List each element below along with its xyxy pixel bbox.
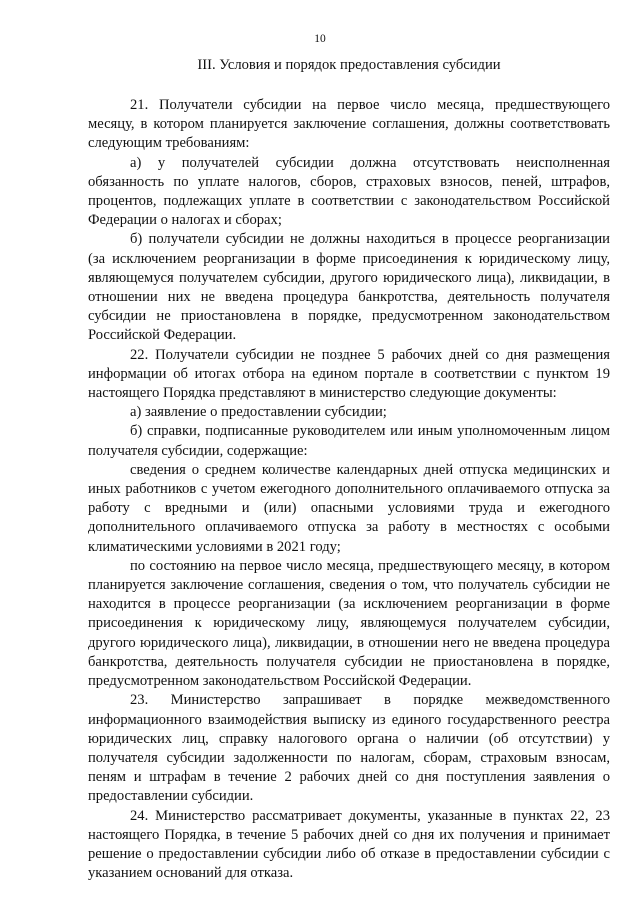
paragraph-22-b-vacation-info: сведения о среднем количестве календарных дней отпуска медицинских и иных работников с учетом ежегодного дополнительного оплачиваемого отпуска за работу с вредными и (или) опасными условиями труда и ежегодного дополнительного оплачиваемого отпуска за работу в местностях с особыми климатическими условиями в 2021 году; (88, 461, 610, 555)
paragraph-22-b: б) справки, подписанные руководителем или иным уполномоченным лицом получателя субсидии, содержащие: (88, 423, 610, 459)
paragraph-21-b: б) получатели субсидии не должны находиться в процессе реорганизации (за исключением реорганизации в форме присоединения к юридическому лицу, являющемуся получателем субсидии, другого юридического лица), ликвидации, в отношении них не введена процедура банкротства, деятельность получателя субсидии не приостановлена в порядке, предусмотренном законодательством Российской Федерации. (88, 231, 610, 344)
paragraph-21: 21. Получатели субсидии на первое число месяца, предшествующего месяцу, в котором планируется заключение соглашения, должны соответствовать следующим требованиям: (88, 97, 610, 152)
paragraph-22: 22. Получатели субсидии не позднее 5 рабочих дней со дня размещения информации об итогах отбора на едином портале в соответствии с пунктом 19 настоящего Порядка представляют в министерство следующие документы: (88, 346, 610, 402)
paragraph-24: 24. Министерство рассматривает документы, указанные в пунктах 22, 23 настоящего Порядка, в течение 5 рабочих дней со дня их получения и принимает решение о предоставлении субсидии либо об отказе в предоставлении субсидии с указанием оснований для отказа. (88, 807, 610, 882)
section-title: III. Условия и порядок предоставления субсидии (197, 57, 501, 73)
document-body (88, 96, 610, 883)
paragraph-21-a: а) у получателей субсидии должна отсутствовать неисполненная обязанность по уплате налогов, сборов, страховых взносов, пеней, штрафов, процентов, подлежащих уплате в соответствии с законодательством Российской Федерации о налогах и сборах; (88, 154, 610, 229)
paragraph-23: 23. Министерство запрашивает в порядке межведомственного информационного взаимодействия выписку из единого государственного реестра юридических лиц, справку налогового органа о наличии (об отсутствии) у получателя субсидии задолженности по налогам, сборам, страховым взносам, пеням и штрафам в течение 2 рабочих дней со дня поступления заявления о предоставлении субсидии. (88, 692, 610, 805)
paragraph-22-b-status-info: по состоянию на первое число месяца, предшествующего месяцу, в котором планируется заключение соглашения, сведения о том, что получатель субсидии не находится в процессе реорганизации (за исключением реорганизации в форме присоединения к юридическому лицу, являющемуся получателем субсидии, другого юридического лица), ликвидации, в отношении него не введена процедура банкротства, деятельность получателя субсидии не приостановлена в порядке, предусмотренном законодательством Российской Федерации. (88, 557, 610, 690)
paragraph-22-a: а) заявление о предоставлении субсидии; (130, 404, 387, 421)
page-number: 10 (314, 33, 326, 45)
